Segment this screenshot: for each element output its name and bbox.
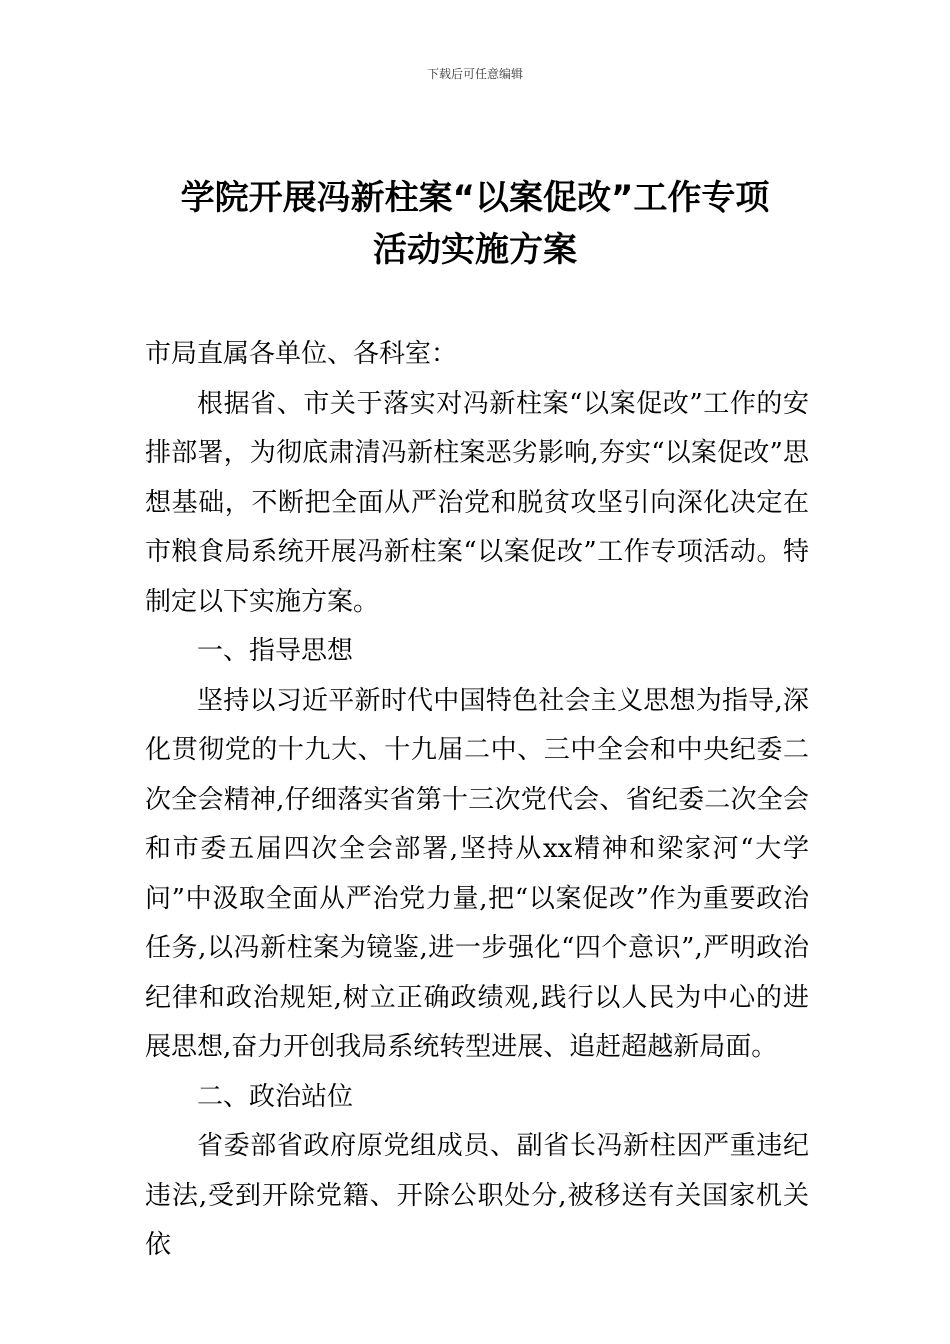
salutation: 市局直属各单位、各科室： — [145, 339, 458, 369]
guiding-thought-paragraph: 坚持以习近平新时代中国特色社会主义思想为指导,深化贯彻党的十九大、十九届二中、三中全会和中央纪委二次全会精神,仔细落实省第十三次党代会、省纪委二次全会和市委五届四次全会部署,坚持从xx精神和梁家河“大学问”中汲取全面从严治党力量,把“以案促改”作为重要政治任务,以冯新柱案为镜鉴,进一步强化“四个意识”,严明政治纪律和政治规矩,树立正确政绩观,践行以人民为中心的进展思想,奋力开创我局系统转型进展、追赶超越新局面。 — [145, 685, 809, 1062]
document-body — [145, 330, 809, 1271]
political-position-paragraph: 省委部省政府原党组成员、副省长冯新柱因严重违纪违法,受到开除党籍、开除公职处分,被移送有关国家机关依 — [145, 1131, 809, 1260]
title-line-2: 活动实施方案 — [373, 230, 577, 270]
header-note: 下载后可任意编辑 — [426, 67, 523, 81]
title-line-1: 学院开展冯新柱案“以案促改”工作专项 — [180, 178, 770, 218]
section-heading-guiding-thought: 一、指导思想 — [197, 636, 354, 666]
section-heading-political-position: 二、政治站位 — [197, 1081, 354, 1112]
intro-paragraph: 根据省、市关于落实对冯新柱案“以案促改”工作的安排部署，为彻底肃清冯新柱案恶劣影响,夯实“以案促改”思想基础，不断把全面从严治党和脱贫攻坚引向深化决定在市粮食局系统开展冯新柱案“以案促改”工作专项活动。特制定以下实施方案。 — [145, 388, 809, 617]
document-title — [140, 172, 810, 276]
